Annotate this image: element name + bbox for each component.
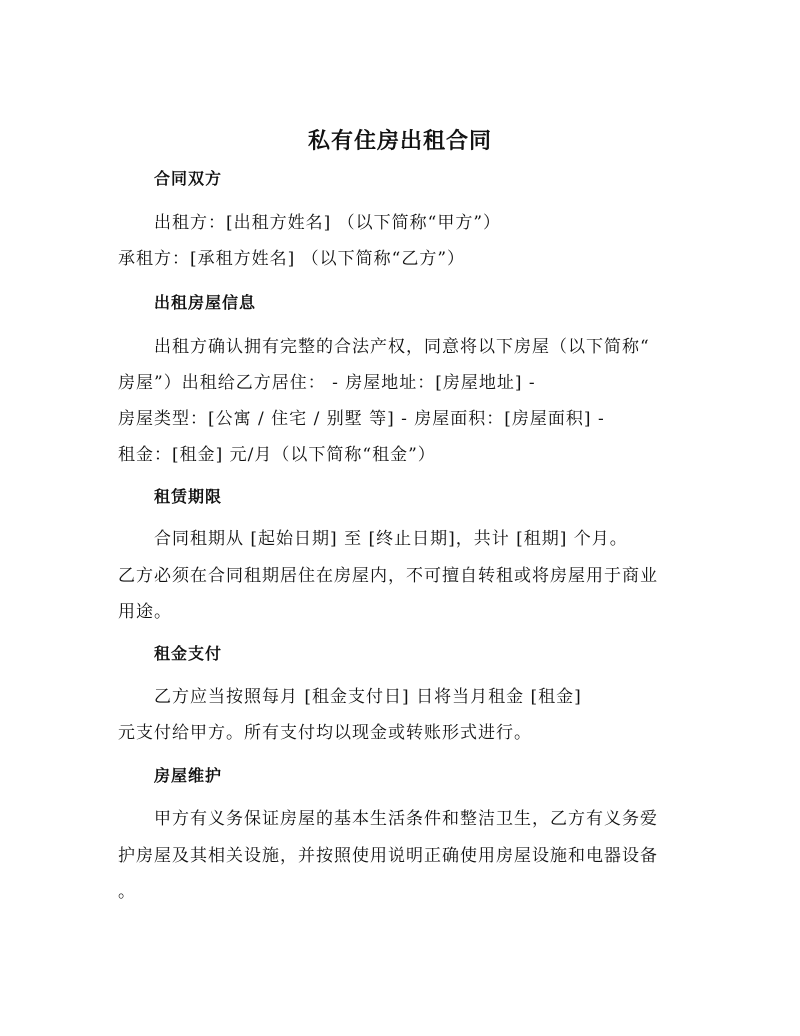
paragraph-line: 房屋”）出租给乙方居住： - 房屋地址：[房屋地址] - xyxy=(118,373,536,393)
section-heading-maintenance: 房屋维护 xyxy=(154,766,223,785)
paragraph-line: 承租方：[承租方姓名] （以下简称“乙方”） xyxy=(118,249,466,269)
section-heading-rent-payment: 租金支付 xyxy=(154,644,223,663)
document-title: 私有住房出租合同 xyxy=(307,128,492,154)
section-heading-parties: 合同双方 xyxy=(154,169,223,188)
paragraph-line: 乙方应当按照每月 [租金支付日] 日将当月租金 [租金] xyxy=(154,687,582,707)
paragraph-line: 。 xyxy=(118,882,136,902)
section-heading-lease-term: 租赁期限 xyxy=(154,487,223,506)
paragraph-line: 出租方：[出租方姓名] （以下简称“甲方”） xyxy=(154,213,502,233)
paragraph-line: 元支付给甲方。所有支付均以现金或转账形式进行。 xyxy=(118,723,532,743)
paragraph-line: 租金：[租金] 元/月（以下简称“租金”） xyxy=(118,445,436,465)
paragraph-line: 护房屋及其相关设施，并按照使用说明正确使用房屋设施和电器设备 xyxy=(118,846,658,866)
section-heading-property-info: 出租房屋信息 xyxy=(154,293,257,312)
paragraph-line: 合同租期从 [起始日期] 至 [终止日期]，共计 [租期] 个月。 xyxy=(154,529,628,549)
paragraph-line: 乙方必须在合同租期居住在房屋内，不可擅自转租或将房屋用于商业 xyxy=(118,566,658,586)
paragraph-line: 房屋类型：[公寓 / 住宅 / 别墅 等] - 房屋面积：[房屋面积] - xyxy=(118,409,605,429)
paragraph-line: 出租方确认拥有完整的合法产权，同意将以下房屋（以下简称“ xyxy=(154,337,650,357)
paragraph-line: 用途。 xyxy=(118,602,172,622)
paragraph-line: 甲方有义务保证房屋的基本生活条件和整洁卫生，乙方有义务爱 xyxy=(154,809,658,829)
